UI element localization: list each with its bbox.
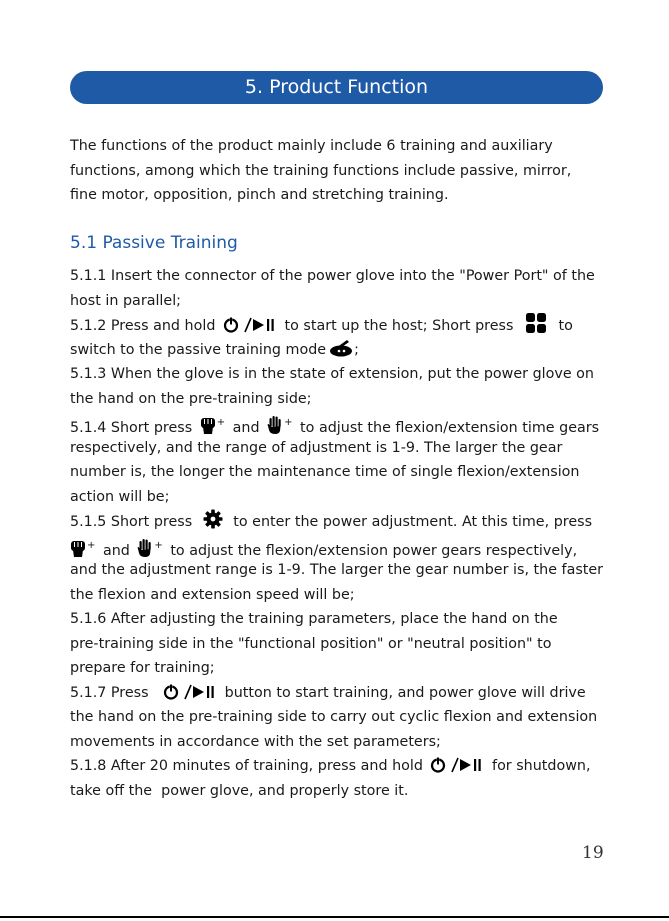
intro-paragraph — [70, 134, 610, 208]
step-line: the hand on the pre-training side; — [70, 390, 312, 407]
step-line: the flexion and extension speed will be; — [70, 586, 355, 603]
mode-grid-icon — [526, 313, 546, 342]
power-play-pause-icon — [430, 757, 484, 782]
step-line — [70, 411, 610, 436]
step-text: to start up the host; Short press — [284, 318, 514, 334]
step-line: pre-training side in the "functional position" or "neutral position" to — [70, 635, 552, 652]
step-text: button to start training, and power glove will drive — [224, 684, 586, 701]
step-text: 5.1.8 After 20 minutes of training, press and hold — [70, 758, 423, 774]
step-line: 5.1.6 After adjusting the training parameters, place the hand on the — [70, 611, 558, 627]
step-line: and the adjustment range is 1-9. The larger the gear number is, the faster — [70, 562, 604, 578]
intro-line: functions, among which the training functions include passive, mirror, — [70, 162, 572, 179]
page-title: 5. Product Function — [70, 71, 603, 104]
step-text: 5.1.7 Press — [70, 684, 149, 701]
step-text: 5.1.4 Short press — [70, 420, 193, 436]
step-text: to adjust the flexion/extension power gears respectively, — [170, 542, 578, 559]
page-number: 19 — [582, 843, 604, 863]
step-text: ; — [354, 341, 359, 358]
section-title: 5.1 Passive Training — [70, 233, 238, 253]
step-text: 5.1.5 Short press — [70, 514, 193, 530]
steps-body — [70, 264, 610, 803]
step-line — [70, 754, 610, 779]
step-line — [70, 313, 610, 338]
step-text: to enter the power adjustment. At this time, press — [233, 514, 593, 530]
step-line: prepare for training; — [70, 660, 215, 676]
plus-superscript: + — [284, 417, 293, 428]
step-line — [70, 534, 610, 559]
step-text: 5.1.2 Press and hold — [70, 318, 216, 334]
step-line — [70, 681, 610, 706]
step-line: action will be; — [70, 488, 170, 505]
step-line: 5.1.1 Insert the connector of the power glove into the "Power Port" of the — [70, 268, 595, 284]
step-text: and — [232, 420, 260, 436]
intro-line: The functions of the product mainly include 6 training and auxiliary — [70, 138, 553, 154]
step-text: switch to the passive training mode — [70, 341, 327, 358]
plus-superscript: + — [87, 539, 96, 551]
step-line: movements in accordance with the set parameters; — [70, 733, 441, 750]
plus-superscript: + — [216, 417, 226, 428]
plus-superscript: + — [154, 539, 163, 551]
step-text: to — [558, 318, 573, 334]
step-line: number is, the longer the maintenance time of single flexion/extension — [70, 464, 580, 480]
step-line — [70, 509, 610, 534]
intro-line: fine motor, opposition, pinch and stretching training. — [70, 187, 449, 203]
step-line: 5.1.3 When the glove is in the state of extension, put the power glove on — [70, 366, 594, 382]
step-text: to adjust the flexion/extension time gears — [300, 420, 600, 436]
bottom-rule — [0, 916, 669, 918]
step-line: host in parallel; — [70, 292, 181, 309]
step-text: for shutdown, — [492, 758, 591, 774]
step-line: take off the power glove, and properly store it. — [70, 782, 409, 799]
step-line: respectively, and the range of adjustment is 1-9. The larger the gear — [70, 439, 563, 456]
step-text: and — [102, 542, 130, 559]
step-line: the hand on the pre-training side to carry out cyclic flexion and extension — [70, 709, 598, 725]
